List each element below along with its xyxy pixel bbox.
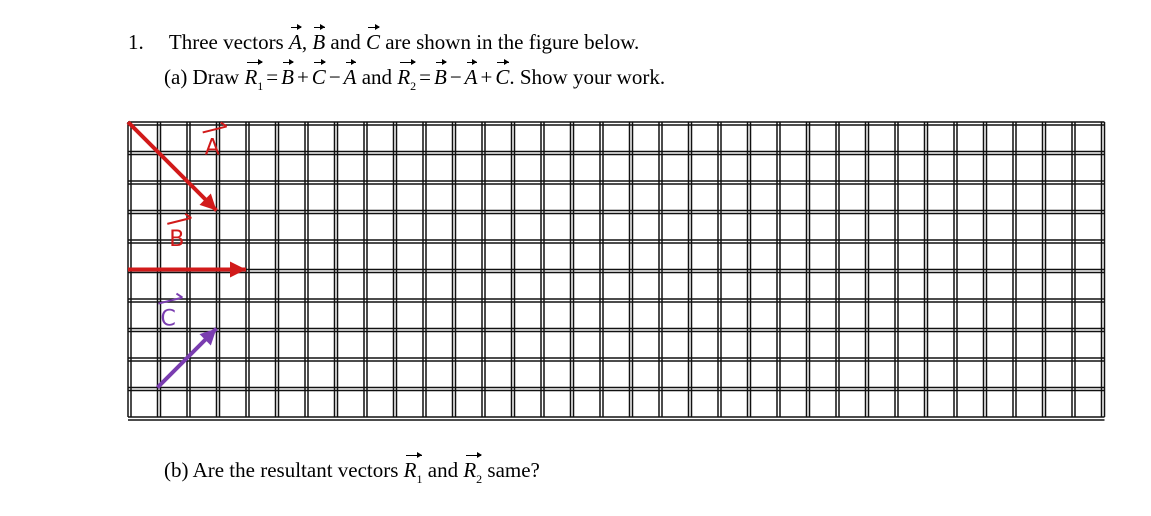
part-a-label: (a) Draw (164, 65, 240, 89)
vector-b-arrowhead (230, 262, 246, 278)
separator: , (301, 30, 308, 54)
part-a-tail: . Show your work. (509, 65, 666, 89)
minus-sign: − (328, 65, 341, 89)
vector-c-symbol: C (365, 30, 380, 54)
vector-a-symbol: A (288, 30, 302, 54)
vector-r1-symbol: $R_1$ (244, 65, 264, 93)
and-word: and (330, 30, 361, 54)
and-word: and (427, 458, 459, 482)
vector-r2-symbol: $R_2$ (397, 65, 417, 93)
plus-sign: + (480, 65, 493, 89)
intro-text-1: Three vectors (168, 30, 284, 54)
equals-sign: = (419, 65, 431, 89)
vector-r2-symbol: $R_2$ (463, 458, 483, 486)
intro-text-2: are shown in the figure below. (385, 30, 640, 54)
plus-sign: + (296, 65, 309, 89)
question-number: 1. (128, 30, 144, 54)
vector-b-symbol: B (281, 65, 294, 89)
part-b-line (164, 458, 540, 486)
vector-a-label: A (204, 135, 220, 161)
part-b-tail: same? (487, 458, 540, 482)
vector-a-symbol: A (464, 65, 478, 89)
vector-a-symbol: A (343, 65, 357, 89)
graph-grid (128, 122, 1105, 420)
vector-b-label: B (169, 226, 185, 252)
vector-c-symbol: C (495, 65, 510, 89)
equals-sign: = (266, 65, 279, 89)
vector-b-symbol: B (312, 30, 326, 54)
minus-sign: − (449, 65, 462, 89)
vector-c-label-arrow (176, 294, 182, 298)
vector-c-symbol: C (311, 65, 326, 89)
vector-b-symbol: B (433, 65, 447, 89)
and-word: and (361, 65, 393, 89)
part-b-lead: (b) Are the resultant vectors (164, 458, 399, 482)
vector-a-arrow (128, 122, 217, 211)
vector-c-label: C (160, 306, 176, 332)
vector-r1-symbol: $R_1$ (403, 458, 423, 486)
vector-a-label-arrow (203, 126, 227, 132)
